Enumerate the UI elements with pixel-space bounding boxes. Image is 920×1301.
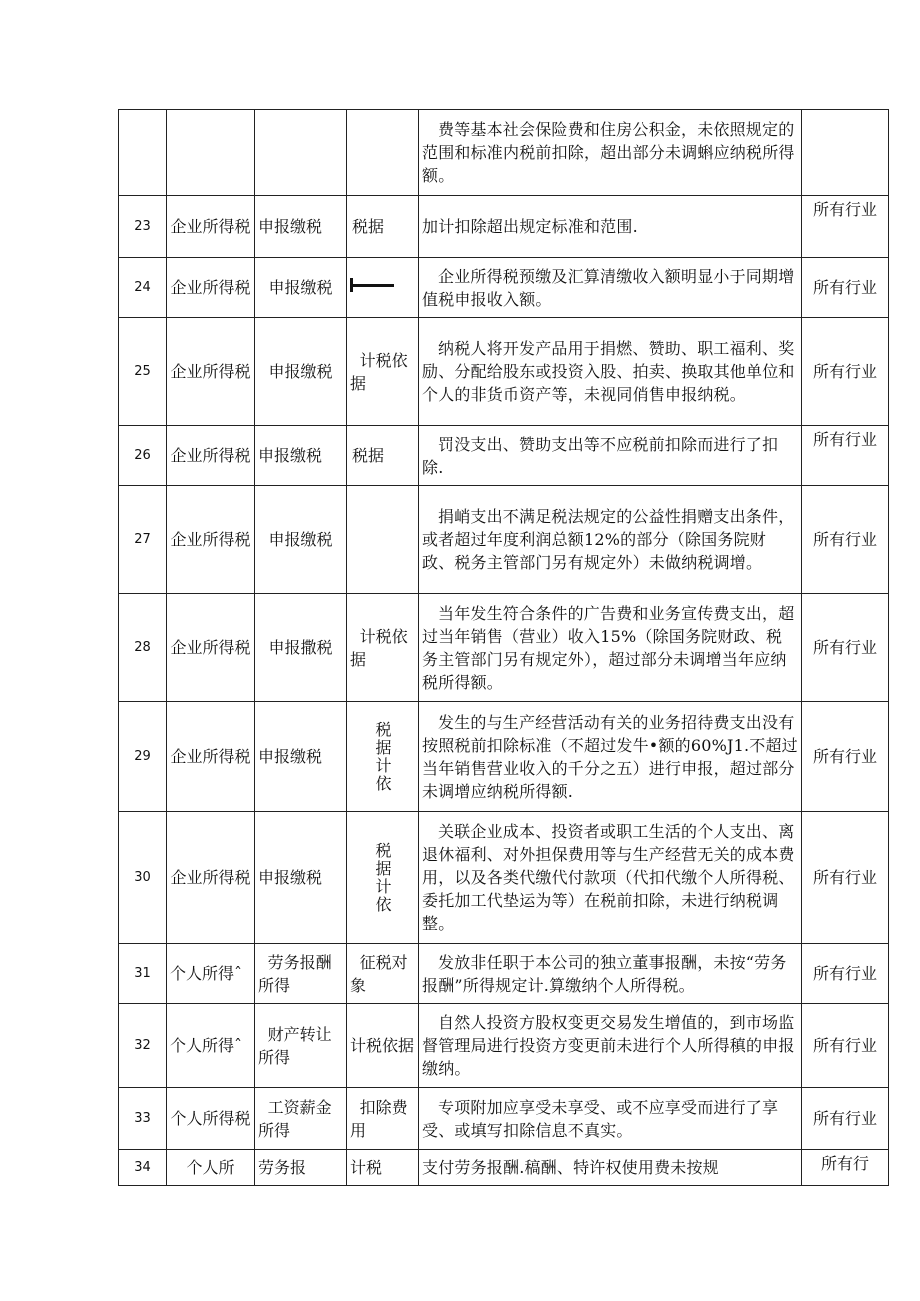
risk-basis: 计税依据 bbox=[347, 594, 419, 702]
tax-category: 个人所 bbox=[167, 1150, 255, 1186]
applicable-industry: 所有行业 bbox=[802, 426, 889, 486]
applicable-industry: 所有行业 bbox=[802, 318, 889, 426]
tax-item: 申报缴税 bbox=[255, 196, 347, 258]
tax-category: 企业所得税 bbox=[167, 258, 255, 318]
tax-category: 企业所得税 bbox=[167, 812, 255, 944]
risk-description: 支付劳务报酬.稿酬、特许权使用费未按规 bbox=[419, 1150, 802, 1186]
table-row bbox=[119, 702, 889, 812]
table-row bbox=[119, 812, 889, 944]
row-number: 27 bbox=[119, 486, 167, 594]
applicable-industry: 所有行业 bbox=[802, 258, 889, 318]
tax-item: 申报缴税 bbox=[255, 426, 347, 486]
risk-basis: 计税依据 bbox=[347, 1004, 419, 1088]
tax-item: 财产转让所得 bbox=[255, 1004, 347, 1088]
risk-description: 费等基本社会保险费和住房公积金，未依照规定的范围和标准内税前扣除，超出部分未调蝌应纳税所得额。 bbox=[419, 110, 802, 196]
risk-basis: 税据计依 bbox=[347, 702, 419, 812]
table-row bbox=[119, 258, 889, 318]
applicable-industry bbox=[802, 110, 889, 196]
risk-description: 专项附加应享受未享受、或不应享受而进行了享受、或填写扣除信息不真实。 bbox=[419, 1088, 802, 1150]
tax-category bbox=[167, 110, 255, 196]
applicable-industry: 所有行业 bbox=[802, 944, 889, 1004]
tax-item: 申报撒税 bbox=[255, 594, 347, 702]
risk-basis: 计税依据 bbox=[347, 318, 419, 426]
applicable-industry: 所有行业 bbox=[802, 1088, 889, 1150]
risk-description: 自然人投资方股权变更交易发生增值的，到市场监督管理局进行投资方变更前未进行个人所得稹的申报缴纳。 bbox=[419, 1004, 802, 1088]
risk-basis: 税据计依 bbox=[347, 812, 419, 944]
tax-category: 企业所得税 bbox=[167, 426, 255, 486]
risk-basis bbox=[347, 258, 419, 318]
tax-category: 企业所得税 bbox=[167, 486, 255, 594]
applicable-industry: 所有行业 bbox=[802, 594, 889, 702]
risk-description: 关联企业成本、投资者或职工生活的个人支出、离退休福利、对外担保费用等与生产经营无关的成本费用，以及各类代缴代付款项（代扣代缴个人所得税、委托加工代垫运为等）在税前扣除，未进行纳税调整。 bbox=[419, 812, 802, 944]
risk-basis: 征税对象 bbox=[347, 944, 419, 1004]
tax-risk-table bbox=[118, 109, 889, 1186]
risk-basis: 税据 bbox=[347, 426, 419, 486]
table-row bbox=[119, 944, 889, 1004]
tax-item: 劳务报 bbox=[255, 1150, 347, 1186]
risk-description: 企业所得税预缴及汇算清缴收入额明显小于同期增值税申报收入额。 bbox=[419, 258, 802, 318]
risk-basis: 计税 bbox=[347, 1150, 419, 1186]
row-number: 25 bbox=[119, 318, 167, 426]
table-row bbox=[119, 1150, 889, 1186]
tax-category: 企业所得税 bbox=[167, 196, 255, 258]
tax-category: 个人所得税 bbox=[167, 1088, 255, 1150]
risk-basis bbox=[347, 110, 419, 196]
table-row bbox=[119, 110, 889, 196]
risk-basis: 扣除费用 bbox=[347, 1088, 419, 1150]
tax-item: 申报缴税 bbox=[255, 486, 347, 594]
risk-description: 发放非任职于本公司的独立董事报酬，未按“劳务报酬”所得规定计.算缴纳个人所得税。 bbox=[419, 944, 802, 1004]
row-number: 34 bbox=[119, 1150, 167, 1186]
bracket-mark bbox=[350, 279, 396, 293]
tax-item: 工资薪金所得 bbox=[255, 1088, 347, 1150]
tax-category: 企业所得税 bbox=[167, 702, 255, 812]
table-row bbox=[119, 486, 889, 594]
applicable-industry: 所有行业 bbox=[802, 486, 889, 594]
tax-category: 企业所得税 bbox=[167, 318, 255, 426]
row-number: 32 bbox=[119, 1004, 167, 1088]
risk-description: 罚没支出、赞助支出等不应税前扣除而进行了扣除. bbox=[419, 426, 802, 486]
tax-category: 个人所得ˆ bbox=[167, 944, 255, 1004]
row-number: 33 bbox=[119, 1088, 167, 1150]
applicable-industry: 所有行 bbox=[802, 1150, 889, 1186]
applicable-industry: 所有行业 bbox=[802, 812, 889, 944]
tax-item: 申报缴税 bbox=[255, 702, 347, 812]
table-row bbox=[119, 318, 889, 426]
row-number: 30 bbox=[119, 812, 167, 944]
tax-item bbox=[255, 110, 347, 196]
risk-description: 发生的与生产经营活动有关的业务招待费支出没有按照税前扣除标准（不超过发牛•额的60%J1.不超过当年销售营业收入的千分之五）进行申报，超过部分未调增应纳税所得额. bbox=[419, 702, 802, 812]
risk-basis bbox=[347, 486, 419, 594]
row-number: 28 bbox=[119, 594, 167, 702]
table-row bbox=[119, 196, 889, 258]
row-number: 26 bbox=[119, 426, 167, 486]
table-row bbox=[119, 426, 889, 486]
row-number: 23 bbox=[119, 196, 167, 258]
applicable-industry: 所有行业 bbox=[802, 196, 889, 258]
applicable-industry: 所有行业 bbox=[802, 702, 889, 812]
risk-description: 加计扣除超出规定标准和范围. bbox=[419, 196, 802, 258]
tax-item: 劳务报酬所得 bbox=[255, 944, 347, 1004]
applicable-industry: 所有行业 bbox=[802, 1004, 889, 1088]
risk-basis: 税据 bbox=[347, 196, 419, 258]
risk-description: 捐峭支出不满足税法规定的公益性捐赠支出条件，或者超过年度利润总额12%的部分（除国务院财政、税务主管部门另有规定外）未做纳税调增。 bbox=[419, 486, 802, 594]
tax-item: 申报缴税 bbox=[255, 812, 347, 944]
table-row bbox=[119, 1004, 889, 1088]
row-number: 31 bbox=[119, 944, 167, 1004]
tax-item: 申报缴税 bbox=[255, 318, 347, 426]
tax-item: 申报缴税 bbox=[255, 258, 347, 318]
risk-description: 纳税人将开发产品用于捐燃、赞助、职工福利、奖励、分配给股东或投资入股、拍卖、换取其他单位和个人的非货币资产等，未视同俏售申报纳税。 bbox=[419, 318, 802, 426]
table-row bbox=[119, 1088, 889, 1150]
row-number bbox=[119, 110, 167, 196]
risk-description: 当年发生符合条件的广告费和业务宣传费支出，超过当年销售（营业）收入15%（除国务院财政、税务主管部门另有规定外），超过部分未调增当年应纳税所得额。 bbox=[419, 594, 802, 702]
tax-category: 企业所得税 bbox=[167, 594, 255, 702]
tax-category: 个人所得ˆ bbox=[167, 1004, 255, 1088]
table-row bbox=[119, 594, 889, 702]
row-number: 29 bbox=[119, 702, 167, 812]
row-number: 24 bbox=[119, 258, 167, 318]
